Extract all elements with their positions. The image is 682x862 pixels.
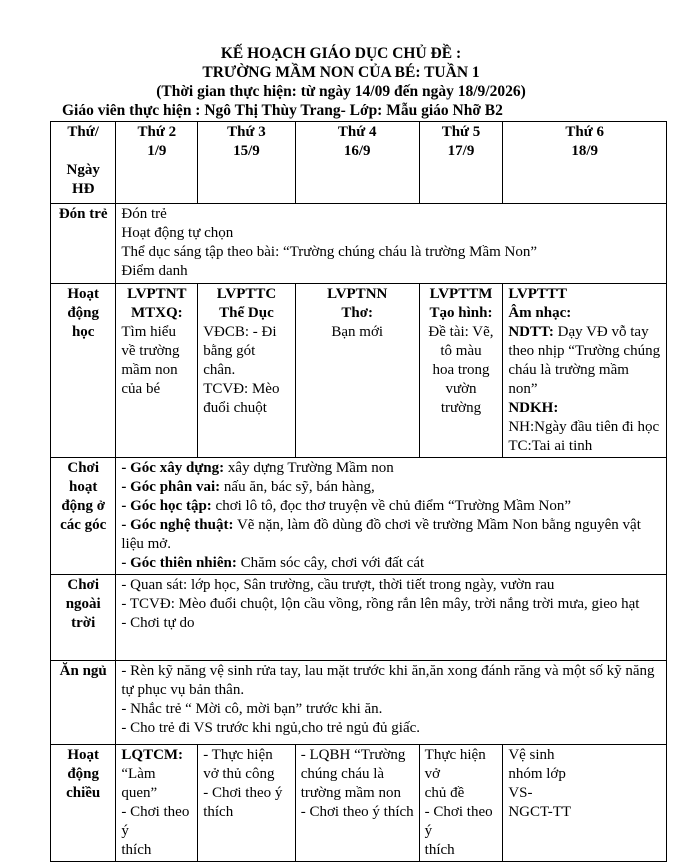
day-header-mon: Thứ 2 1/9	[116, 122, 198, 204]
row-label-don-tre: Đón trẻ	[51, 204, 116, 284]
chieu-tue-cell: - Thực hiện vở thủ công - Chơi theo ý thích	[198, 745, 296, 862]
hoc-thu-cell: LVPTTM Tạo hình: Đề tài: Vẽ, tô màu hoa trong vườn trường	[419, 284, 503, 458]
header-time-range: (Thời gian thực hiện: từ ngày 14/09 đến ngày 18/9/2026)	[156, 83, 526, 100]
row-choi-ngoai-troi	[51, 575, 667, 661]
day-header-fri: Thứ 6 18/9	[503, 122, 667, 204]
header-subtitle: TRƯỜNG MẦM NON CỦA BÉ: TUẦN 1	[202, 64, 480, 81]
hoc-tue-cell: LVPTTC Thể Dục VĐCB: - Đi bằng gót chân. TCVĐ: Mèo đuổi chuột	[198, 284, 296, 458]
day-header-tue: Thứ 3 15/9	[198, 122, 296, 204]
table-header-row	[51, 122, 667, 204]
don-tre-content: Đón trẻ Hoạt động tự chọn Thể dục sáng tập theo bài: “Trường chúng cháu là trường Mầm Non” Điểm danh	[116, 204, 667, 284]
header-teacher: Giáo viên thực hiện : Ngô Thị Thùy Trang- Lớp: Mẫu giáo Nhỡ B2	[62, 102, 503, 119]
chieu-thu-cell: Thực hiện vở chủ đề - Chơi theo ý thích	[419, 745, 503, 862]
row-choi-cac-goc	[51, 458, 667, 575]
day-header-thu: Thứ 5 17/9	[419, 122, 503, 204]
row-hoat-dong-hoc	[51, 284, 667, 458]
choi-ngoai-troi-content: - Quan sát: lớp học, Sân trường, cầu trượt, thời tiết trong ngày, vườn rau - TCVĐ: Mèo đuổi chuột, lộn cầu vồng, rồng rắn lên mây, trời nắng trời mưa, gieo hạt - Chơi tự do	[116, 575, 667, 661]
chieu-mon-cell: LQTCM: “Làm quen” - Chơi theo ý thích	[116, 745, 198, 862]
row-don-tre	[51, 204, 667, 284]
hoc-fri-cell: LVPTTT Âm nhạc: NDTT: Dạy VĐ vỗ tay theo nhịp “Trường chúng cháu là trường mầm non” NDKH: NH:Ngày đầu tiên đi học TC:Tai ai tinh	[503, 284, 667, 458]
row-label-choi-cac-goc: Chơi hoạt động ở các góc	[51, 458, 116, 575]
chieu-fri-cell: Vệ sinh nhóm lớp VS- NGCT-TT	[503, 745, 667, 862]
chieu-wed-cell: - LQBH “Trường chúng cháu là trường mầm non - Chơi theo ý thích	[295, 745, 419, 862]
day-header-wed: Thứ 4 16/9	[295, 122, 419, 204]
row-label-choi-ngoai-troi: Chơi ngoài trời	[51, 575, 116, 661]
row-label-hoat-dong-chieu: Hoạt động chiều	[51, 745, 116, 862]
header-title: KẾ HOẠCH GIÁO DỤC CHỦ ĐỀ :	[220, 45, 462, 62]
row-label-hoat-dong-hoc: Hoạt động học	[51, 284, 116, 458]
weekly-plan-table	[50, 121, 667, 862]
choi-cac-goc-content: - Góc xây dựng: xây dựng Trường Mầm non - Góc phân vai: nấu ăn, bác sỹ, bán hàng, - Góc học tập: chơi lô tô, đọc thơ truyện về chủ điểm “Trường Mầm Non” - Góc nghệ thuật: Vẽ nặn, làm đồ dùng đồ chơi về trường Mầm Non bằng nguyên vật liệu mở. - Góc thiên nhiên: Chăm sóc cây, chơi với đất cát	[116, 458, 667, 575]
row-hoat-dong-chieu	[51, 745, 667, 862]
document-header	[0, 0, 682, 120]
row-an-ngu	[51, 661, 667, 745]
row-label-an-ngu: Ăn ngủ	[51, 661, 116, 745]
hoc-mon-cell: LVPTNT MTXQ: Tìm hiểu về trường mầm non của bé	[116, 284, 198, 458]
hoc-wed-cell: LVPTNN Thơ: Bạn mới	[295, 284, 419, 458]
an-ngu-content: - Rèn kỹ năng vệ sinh rửa tay, lau mặt trước khi ăn,ăn xong đánh răng và một số kỹ năng tự phục vụ bản thân. - Nhắc trẻ “ Mời cô, mời bạn” trước khi ăn. - Cho trẻ đi VS trước khi ngủ,cho trẻ ngủ đủ giấc.	[116, 661, 667, 745]
corner-cell: Thứ/ Ngày HĐ	[51, 122, 116, 204]
